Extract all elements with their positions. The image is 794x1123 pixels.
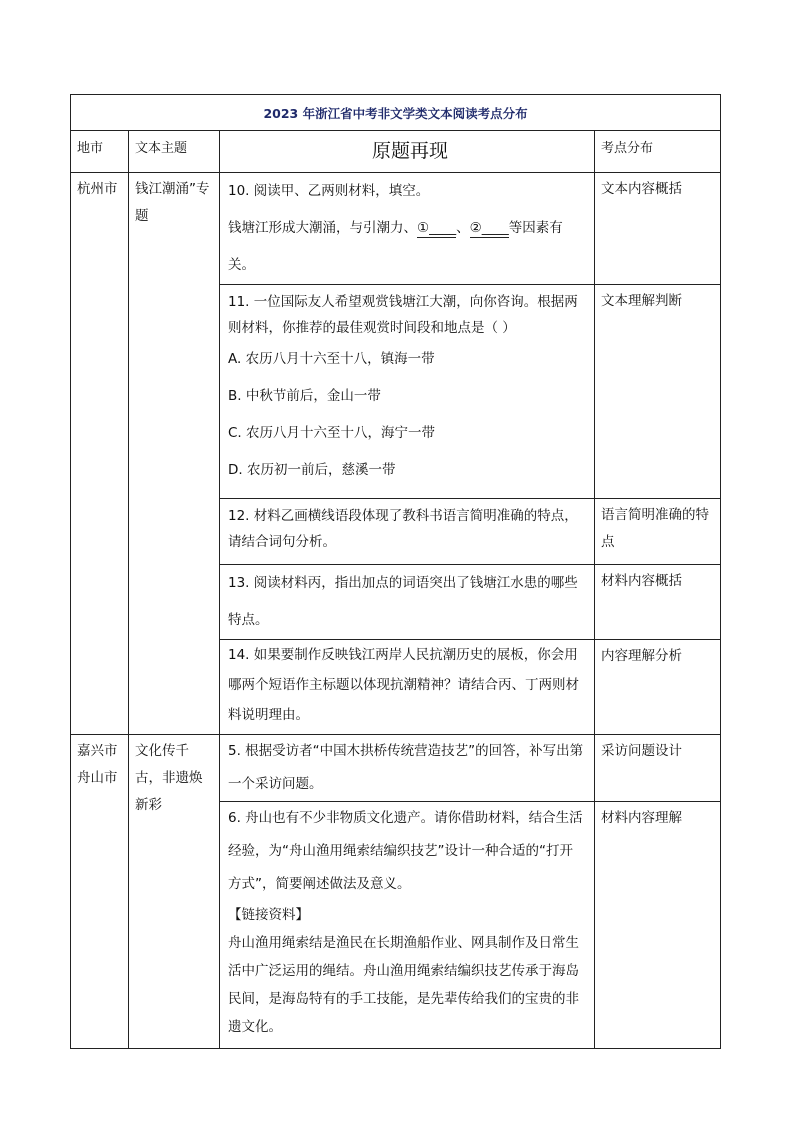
- exam-table: [70, 94, 721, 1049]
- city-cell: 嘉兴市舟山市: [71, 735, 129, 1049]
- city-cell: 杭州市: [71, 173, 129, 735]
- link-title: 【链接资料】: [228, 907, 309, 923]
- question-5: [220, 735, 595, 802]
- option-a: A. 农历八月十六至十八，镇海一带: [228, 351, 435, 367]
- option-b: B. 中秋节前后，金山一带: [228, 388, 381, 404]
- header-city: 地市: [71, 131, 129, 173]
- theme-cell: 钱江潮涌”专题: [129, 173, 220, 735]
- theme-cell: 文化传千古，非遗焕新彩: [129, 735, 220, 1049]
- blank-1: ①____: [417, 220, 457, 236]
- header-point: 考点分布: [595, 131, 721, 173]
- question-text: 10. 阅读甲、乙两则材料，填空。: [228, 183, 430, 199]
- question-text: 等因素有关。: [228, 220, 563, 273]
- question-10: [220, 173, 595, 285]
- point-cell: 内容理解分析: [595, 640, 721, 735]
- link-text: 舟山渔用绳索结是渔民在长期渔船作业、网具制作及日常生活中广泛运用的绳结。舟山渔用绳索结编织技艺传承于海岛民间，是海岛特有的手工技能，是先辈传给我们的宝贵的非遗文化。: [228, 935, 579, 1035]
- question-text: 14. 如果要制作反映钱江两岸人民抗潮历史的展板，你会用哪两个短语作主标题以体现抗潮精神？请结合丙、丁两则材料说明理由。: [228, 647, 579, 723]
- table-row: [71, 735, 721, 802]
- point-cell: 材料内容理解: [595, 802, 721, 1049]
- header-row: [71, 131, 721, 173]
- question-11: [220, 285, 595, 499]
- table-title: 2023 年浙江省中考非文学类文本阅读考点分布: [71, 95, 721, 131]
- separator: 、: [456, 220, 470, 236]
- point-cell: 文本内容概括: [595, 173, 721, 285]
- question-text: 12. 材料乙画横线语段体现了教科书语言简明准确的特点，请结合词句分析。: [228, 508, 578, 550]
- title-row: [71, 95, 721, 131]
- question-6: [220, 802, 595, 1049]
- question-text: 13. 阅读材料丙，指出加点的词语突出了钱塘江水患的哪些特点。: [228, 575, 578, 628]
- header-theme: 文本主题: [129, 131, 220, 173]
- question-text: 6. 舟山也有不少非物质文化遗产。请你借助材料，结合生活经验，为“舟山渔用绳索结编织技艺”设计一种合适的“打开方式”，简要阐述做法及意义。: [228, 810, 583, 892]
- question-12: [220, 499, 595, 565]
- question-text: 钱塘江形成大潮涌，与引潮力、: [228, 220, 417, 236]
- blank-2: ②____: [469, 220, 509, 236]
- point-cell: 语言简明准确的特点: [595, 499, 721, 565]
- question-13: [220, 565, 595, 640]
- table-row: [71, 173, 721, 285]
- fill-blank-line: [228, 210, 586, 284]
- point-cell: 采访问题设计: [595, 735, 721, 802]
- question-text: 5. 根据受访者“中国木拱桥传统营造技艺”的回答，补写出第一个采访问题。: [228, 743, 584, 792]
- question-14: [220, 640, 595, 735]
- point-cell: 材料内容概括: [595, 565, 721, 640]
- question-text: 11. 一位国际友人希望观赏钱塘江大潮，向你咨询。根据两则材料，你推荐的最佳观赏时间段和地点是（ ）: [228, 294, 578, 336]
- option-d: D. 农历初一前后，慈溪一带: [228, 462, 396, 478]
- option-c: C. 农历八月十六至十八，海宁一带: [228, 425, 436, 441]
- header-question: 原题再现: [220, 131, 595, 173]
- point-cell: 文本理解判断: [595, 285, 721, 499]
